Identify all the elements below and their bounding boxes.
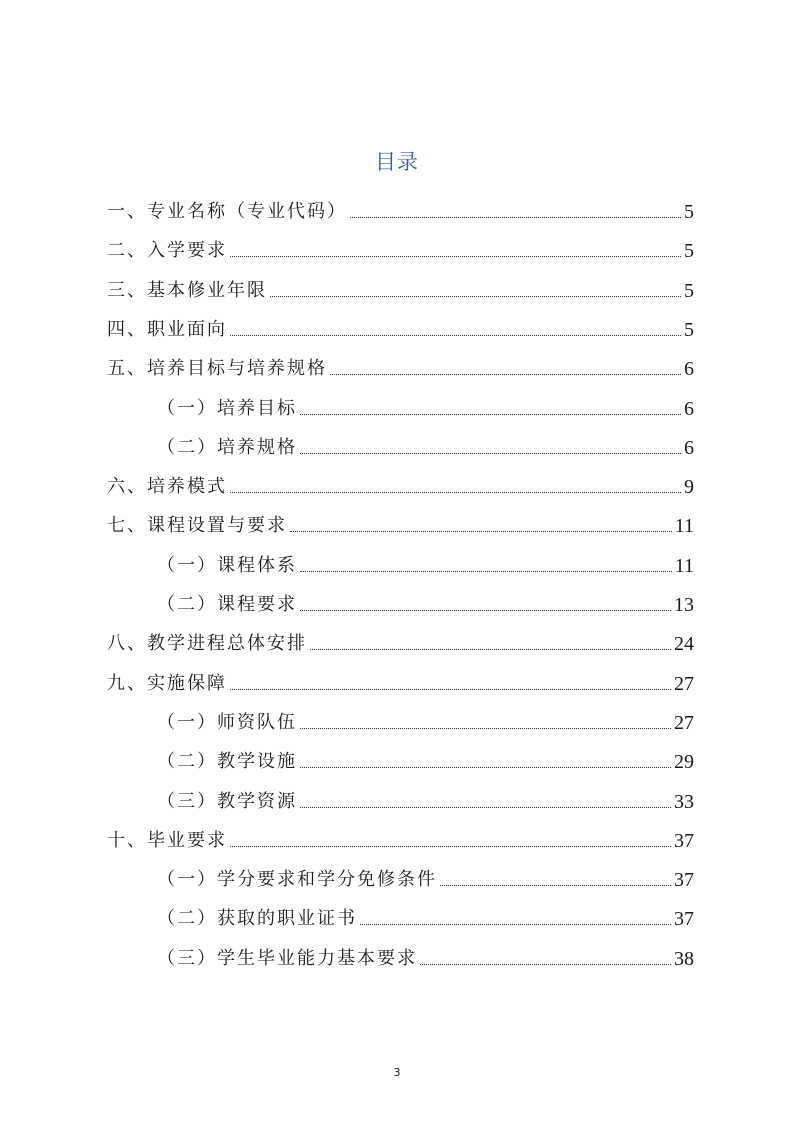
- toc-entry[interactable]: [157, 578, 694, 617]
- toc-dot-leader: [230, 335, 681, 336]
- toc-entry-page: 27: [674, 711, 694, 734]
- toc-entry-page: 37: [674, 908, 694, 931]
- toc-dot-leader: [420, 964, 671, 965]
- toc-entry[interactable]: [107, 185, 694, 224]
- toc-entry-label: （一）学分要求和学分免修条件: [157, 869, 437, 891]
- toc-entry[interactable]: [107, 264, 694, 303]
- toc-entry-label: （一）课程体系: [157, 554, 297, 576]
- toc-entry-label: （一）师资队伍: [157, 711, 297, 733]
- toc-dot-leader: [350, 217, 681, 218]
- toc-entry-label: （二）获取的职业证书: [157, 908, 357, 930]
- toc-dot-leader: [300, 414, 681, 415]
- toc-entry[interactable]: [157, 696, 694, 735]
- toc-entry[interactable]: [157, 853, 694, 892]
- toc-dot-leader: [300, 453, 681, 454]
- toc-entry-label: （三）学生毕业能力基本要求: [157, 947, 417, 969]
- toc-dot-leader: [440, 885, 671, 886]
- toc-entry-page: 6: [684, 397, 694, 420]
- toc-dot-leader: [300, 767, 671, 768]
- toc-entry-label: 七、课程设置与要求: [107, 515, 287, 537]
- toc-entry-label: 三、基本修业年限: [107, 279, 267, 301]
- toc-entry-page: 5: [684, 318, 694, 341]
- toc-dot-leader: [310, 649, 671, 650]
- toc-entry-page: 6: [684, 358, 694, 381]
- toc-dot-leader: [300, 728, 671, 729]
- toc-entry[interactable]: [157, 932, 694, 971]
- toc-entry-page: 24: [674, 633, 694, 656]
- toc-entry[interactable]: [107, 224, 694, 263]
- toc-entry[interactable]: [157, 735, 694, 774]
- toc-dot-leader: [230, 689, 671, 690]
- toc-entry-page: 33: [674, 790, 694, 813]
- toc-entry-label: 六、培养模式: [107, 476, 227, 498]
- toc-entry-page: 37: [674, 869, 694, 892]
- toc-entry-page: 9: [684, 476, 694, 499]
- toc-entry[interactable]: [107, 499, 694, 538]
- toc-dot-leader: [230, 256, 681, 257]
- toc-entry[interactable]: [107, 657, 694, 696]
- toc-entry[interactable]: [157, 421, 694, 460]
- toc-entry-label: 五、培养目标与培养规格: [107, 358, 327, 380]
- toc-entry-page: 37: [674, 829, 694, 852]
- toc-entry-label: 一、专业名称（专业代码）: [107, 201, 347, 222]
- toc-entry[interactable]: [157, 775, 694, 814]
- toc-dot-leader: [230, 846, 671, 847]
- toc-entry[interactable]: [107, 814, 694, 853]
- toc-dot-leader: [230, 492, 681, 493]
- toc-entry-page: 5: [684, 240, 694, 263]
- toc-entry-label: （三）教学资源: [157, 790, 297, 812]
- toc-entry-label: （二）教学设施: [157, 751, 297, 773]
- toc-entry-page: 29: [674, 751, 694, 774]
- toc-entry-page: 5: [684, 201, 694, 223]
- toc-entry-label: 四、职业面向: [107, 318, 227, 340]
- toc-dot-leader: [300, 807, 671, 808]
- toc-entry-label: （二）课程要求: [157, 594, 297, 615]
- toc-entry[interactable]: [157, 892, 694, 931]
- toc-entry-label: 九、实施保障: [107, 672, 227, 694]
- toc-entry-label: 二、入学要求: [107, 240, 227, 262]
- toc-entry-page: 11: [674, 554, 694, 577]
- toc-entry-label: （二）培养规格: [157, 436, 297, 458]
- toc-title: 目录: [375, 150, 419, 174]
- toc-entry-page: 6: [684, 436, 694, 459]
- toc-entry-page: 11: [674, 515, 694, 538]
- toc-dot-leader: [290, 531, 672, 532]
- toc-entry-page: 13: [674, 594, 694, 616]
- toc-entry[interactable]: [107, 342, 694, 381]
- toc-entry[interactable]: [157, 539, 694, 578]
- toc-dot-leader: [300, 571, 672, 572]
- page-number: 3: [393, 1066, 401, 1079]
- toc-entry-page: 38: [674, 947, 694, 970]
- toc-entry-label: 十、毕业要求: [107, 829, 227, 851]
- toc-entry-page: 5: [684, 279, 694, 302]
- toc-entry[interactable]: [157, 382, 694, 421]
- toc-entry[interactable]: [107, 617, 694, 656]
- toc-entry-label: （一）培养目标: [157, 397, 297, 419]
- toc-entry-page: 27: [674, 672, 694, 695]
- toc-dot-leader: [270, 296, 681, 297]
- toc-entry-label: 八、教学进程总体安排: [107, 633, 307, 655]
- toc-entry[interactable]: [107, 460, 694, 499]
- toc-dot-leader: [330, 374, 681, 375]
- toc-dot-leader: [300, 610, 671, 611]
- toc-entry[interactable]: [107, 303, 694, 342]
- toc-dot-leader: [360, 924, 671, 925]
